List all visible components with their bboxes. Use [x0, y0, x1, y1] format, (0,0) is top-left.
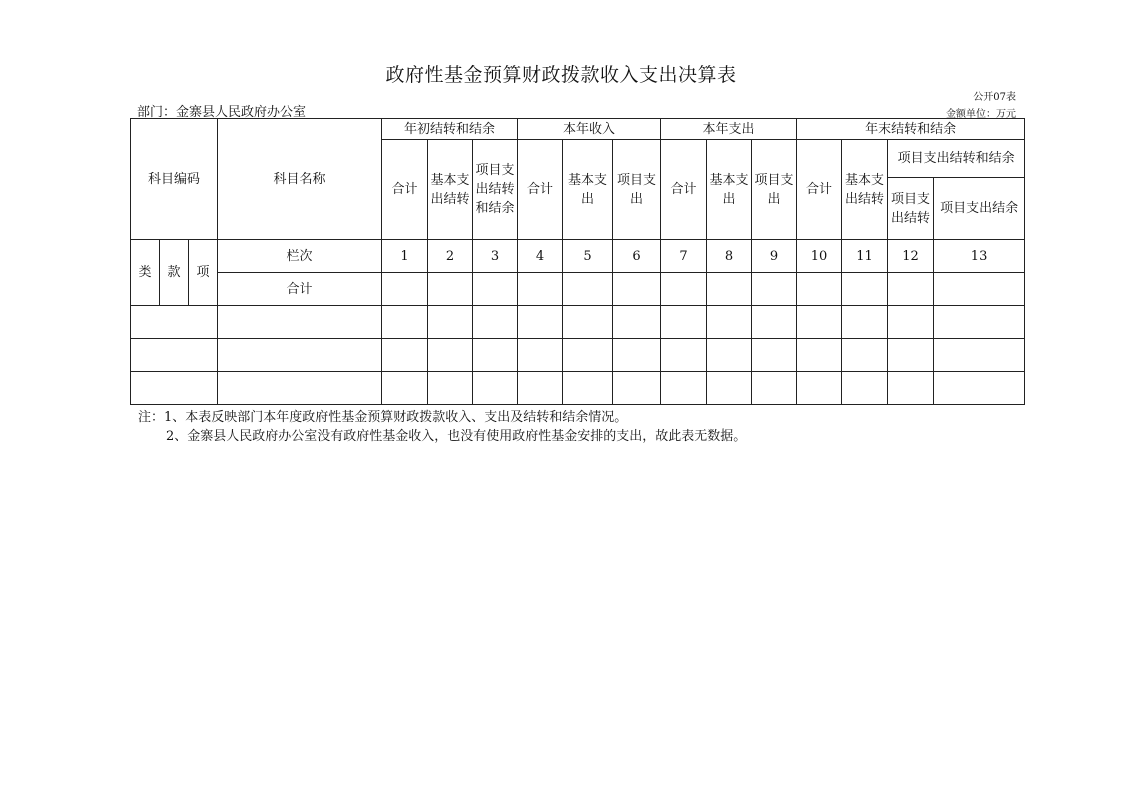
amount-unit: 金额单位：万元 [946, 109, 1016, 120]
table-cell [842, 372, 888, 405]
table-cell [218, 339, 382, 372]
header-income-basic: 基本支出 [563, 140, 613, 240]
header-expense-total: 合计 [661, 140, 707, 240]
table-cell [382, 372, 428, 405]
header-end-total: 合计 [797, 140, 842, 240]
notes [138, 408, 746, 446]
header-subject-name: 科目名称 [218, 119, 382, 240]
header-group-end: 年末结转和结余 [797, 119, 1025, 140]
table-cell [518, 306, 563, 339]
table-cell [934, 372, 1025, 405]
header-begin-project-carry-balance: 项目支出结转和结余 [473, 140, 518, 240]
table-cell [428, 273, 473, 306]
table-cell [382, 339, 428, 372]
column-number: 3 [473, 240, 518, 273]
header-group-expense: 本年支出 [661, 119, 797, 140]
row-index-label: 栏次 [218, 240, 382, 273]
header-end-project-carry-balance: 项目支出结转和结余 [888, 140, 1025, 178]
table-cell [428, 372, 473, 405]
table-cell [752, 273, 797, 306]
table-row [131, 306, 1025, 339]
table-cell [218, 306, 382, 339]
column-number: 10 [797, 240, 842, 273]
column-number: 6 [613, 240, 661, 273]
table-cell [797, 273, 842, 306]
column-number: 13 [934, 240, 1025, 273]
column-number: 11 [842, 240, 888, 273]
total-row [131, 273, 1025, 306]
table-cell [563, 339, 613, 372]
table-row [131, 339, 1025, 372]
header-begin-total: 合计 [382, 140, 428, 240]
total-row-label: 合计 [218, 273, 382, 306]
note-2: 2、金寨县人民政府办公室没有政府性基金收入，也没有使用政府性基金安排的支出，故此表无数据。 [166, 429, 747, 444]
table-cell [613, 372, 661, 405]
table-cell [661, 339, 707, 372]
header-expense-project: 项目支出 [752, 140, 797, 240]
table-cell [934, 273, 1025, 306]
table-cell [131, 339, 218, 372]
table-cell [563, 273, 613, 306]
table-cell [518, 273, 563, 306]
table-cell [797, 306, 842, 339]
column-number: 1 [382, 240, 428, 273]
table-cell [473, 306, 518, 339]
table-cell [842, 273, 888, 306]
table-cell [218, 372, 382, 405]
table-cell [934, 306, 1025, 339]
page-title: 政府性基金预算财政拨款收入支出决算表 [385, 64, 737, 86]
header-group-income: 本年收入 [518, 119, 661, 140]
table-cell [613, 273, 661, 306]
table-cell [473, 339, 518, 372]
table-cell [888, 273, 934, 306]
header-row-1 [131, 119, 1025, 140]
table-cell [797, 339, 842, 372]
table-cell [661, 306, 707, 339]
header-group-begin: 年初结转和结余 [382, 119, 518, 140]
header-begin-basic-carry: 基本支出结转 [428, 140, 473, 240]
table-cell [613, 306, 661, 339]
column-number: 7 [661, 240, 707, 273]
header-kuan: 款 [160, 240, 189, 306]
table-cell [707, 372, 752, 405]
table-cell [518, 339, 563, 372]
column-number: 8 [707, 240, 752, 273]
table-cell [518, 372, 563, 405]
column-number: 9 [752, 240, 797, 273]
table-cell [473, 273, 518, 306]
table-cell [661, 372, 707, 405]
column-number: 4 [518, 240, 563, 273]
department-label: 部门：金寨县人民政府办公室 [137, 105, 307, 120]
table-cell [707, 273, 752, 306]
header-lei: 类 [131, 240, 160, 306]
table-cell [563, 372, 613, 405]
column-index-row [131, 240, 1025, 273]
table-cell [888, 306, 934, 339]
header-income-project: 项目支出 [613, 140, 661, 240]
table-cell [428, 339, 473, 372]
table-code: 公开07表 [973, 92, 1016, 103]
table-cell [707, 306, 752, 339]
table-cell [842, 339, 888, 372]
header-end-project-balance: 项目支出结余 [934, 178, 1025, 240]
table-cell [473, 372, 518, 405]
header-xiang: 项 [189, 240, 218, 306]
table-cell [888, 372, 934, 405]
table-cell [842, 306, 888, 339]
note-1: 注：1、本表反映部门本年度政府性基金预算财政拨款收入、支出及结转和结余情况。 [138, 410, 628, 425]
column-number: 5 [563, 240, 613, 273]
header-subject-code: 科目编码 [131, 119, 218, 240]
table-cell [661, 273, 707, 306]
table-cell [382, 306, 428, 339]
table-cell [752, 339, 797, 372]
budget-table [130, 118, 1025, 405]
header-expense-basic: 基本支出 [707, 140, 752, 240]
table-cell [563, 306, 613, 339]
table-cell [707, 339, 752, 372]
table-cell [131, 306, 218, 339]
header-income-total: 合计 [518, 140, 563, 240]
table-cell [131, 372, 218, 405]
table-cell [428, 306, 473, 339]
table-cell [934, 339, 1025, 372]
table-cell [613, 339, 661, 372]
column-number: 2 [428, 240, 473, 273]
header-end-project-carry: 项目支出结转 [888, 178, 934, 240]
header-end-basic-carry: 基本支出结转 [842, 140, 888, 240]
table-cell [752, 306, 797, 339]
table-cell [752, 372, 797, 405]
table-cell [382, 273, 428, 306]
table-cell [797, 372, 842, 405]
column-number: 12 [888, 240, 934, 273]
table-row [131, 372, 1025, 405]
table-cell [888, 339, 934, 372]
